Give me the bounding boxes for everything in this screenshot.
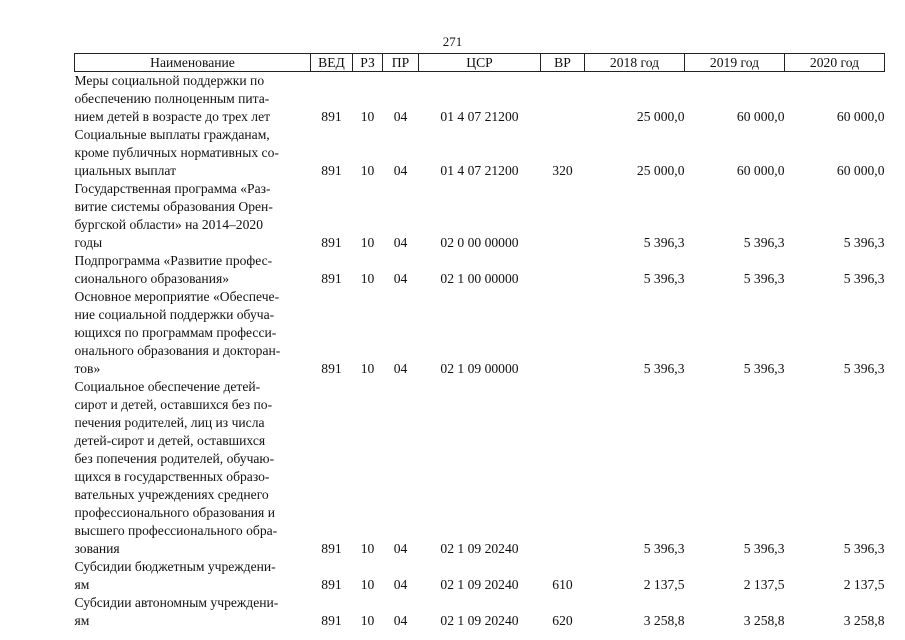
cell-csr: 02 1 00 00000 [440,271,519,286]
cell-csr: 02 1 09 20240 [440,541,519,556]
table-row [75,72,885,127]
table-row [75,126,885,180]
name-line: Социальные выплаты гражданам, [74,127,270,142]
table-row [75,180,885,252]
cell-name [75,378,311,558]
name-line: нием детей в возрасте до трех лет [74,109,271,124]
cell-csr: 02 1 09 00000 [440,361,519,376]
cell-vr [541,72,585,127]
cell-vr: 320 [552,163,573,178]
header-ved: ВЕД [311,54,353,72]
cell-pr: 04 [393,361,408,376]
cell-rz: 10 [360,109,375,124]
cell-vr: 620 [552,613,573,628]
cell-2018: 5 396,3 [643,271,685,286]
name-line: Субсидии автономным учреждени- [74,595,279,610]
cell-2020: 2 137,5 [843,577,885,592]
cell-pr: 04 [393,271,408,286]
table-row [75,378,885,558]
cell-csr: 02 0 00 00000 [440,235,519,250]
table-row [75,288,885,378]
name-line: Субсидии бюджетным учреждени- [74,559,276,574]
cell-2020: 5 396,3 [843,271,885,286]
cell-csr: 01 4 07 21200 [440,109,519,124]
name-line: профессионального образования и [74,505,275,520]
name-line: сионального образования» [74,271,230,286]
header-2018: 2018 год [585,54,685,72]
cell-2019: 5 396,3 [743,541,785,556]
cell-ved: 891 [321,163,342,178]
header-name: Наименование [75,54,311,72]
name-line: Социальное обеспечение детей- [74,379,261,394]
cell-rz: 10 [360,163,375,178]
cell-vr [541,378,585,558]
cell-2018: 2 137,5 [643,577,685,592]
cell-name [75,594,311,630]
cell-csr: 02 1 09 20240 [440,613,519,628]
cell-ved: 891 [321,361,342,376]
cell-ved: 891 [321,541,342,556]
cell-rz: 10 [360,577,375,592]
name-line: обеспечению полноценным пита- [74,91,270,106]
cell-vr [541,252,585,288]
cell-rz: 10 [360,361,375,376]
cell-2019: 5 396,3 [743,271,785,286]
cell-pr: 04 [393,541,408,556]
cell-pr: 04 [393,577,408,592]
table-row [75,558,885,594]
cell-rz: 10 [360,271,375,286]
cell-2019: 60 000,0 [736,109,785,124]
cell-ved: 891 [321,271,342,286]
table-body [75,72,885,631]
cell-2019: 5 396,3 [743,361,785,376]
header-vr: ВР [541,54,585,72]
name-line: ям [74,613,90,628]
cell-2020: 5 396,3 [843,541,885,556]
cell-2020: 5 396,3 [843,361,885,376]
name-line: ям [74,577,90,592]
name-line: циальных выплат [74,163,177,178]
table-header-row [75,54,885,72]
name-line: вательных учреждениях среднего [74,487,269,502]
cell-csr: 02 1 09 20240 [440,577,519,592]
cell-2020: 60 000,0 [836,109,885,124]
header-rz: РЗ [353,54,383,72]
name-line: Подпрограмма «Развитие профес- [74,253,273,268]
name-line: сирот и детей, оставшихся без по- [74,397,273,412]
cell-2020: 3 258,8 [843,613,885,628]
cell-name [75,126,311,180]
cell-rz: 10 [360,235,375,250]
cell-2018: 5 396,3 [643,235,685,250]
cell-vr [541,288,585,378]
cell-2019: 3 258,8 [743,613,785,628]
cell-rz: 10 [360,541,375,556]
cell-2018: 25 000,0 [636,163,685,178]
name-line: онального образования и докторан- [74,343,281,358]
cell-2019: 60 000,0 [736,163,785,178]
name-line: ние социальной поддержки обуча- [74,307,275,322]
cell-pr: 04 [393,109,408,124]
name-line: Основное мероприятие «Обеспече- [74,289,280,304]
name-line: детей-сирот и детей, оставшихся [74,433,266,448]
cell-vr [541,180,585,252]
cell-pr: 04 [393,163,408,178]
name-line: зования [74,541,120,556]
cell-2019: 5 396,3 [743,235,785,250]
cell-vr: 610 [552,577,573,592]
header-csr: ЦСР [419,54,541,72]
name-line: бургской области» на 2014–2020 [74,217,263,232]
cell-2018: 25 000,0 [636,109,685,124]
budget-table [74,53,885,630]
cell-name [75,558,311,594]
name-line: высшего профессионального обра- [74,523,278,538]
name-line: печения родителей, лиц из числа [74,415,265,430]
cell-2018: 3 258,8 [643,613,685,628]
cell-ved: 891 [321,577,342,592]
cell-name [75,72,311,127]
cell-ved: 891 [321,235,342,250]
table-row [75,252,885,288]
cell-csr: 01 4 07 21200 [440,163,519,178]
cell-ved: 891 [321,109,342,124]
cell-pr: 04 [393,613,408,628]
name-line: Государственная программа «Раз- [74,181,271,196]
name-line: витие системы образования Орен- [74,199,273,214]
cell-name [75,180,311,252]
cell-2020: 5 396,3 [843,235,885,250]
header-2019: 2019 год [685,54,785,72]
header-pr: ПР [383,54,419,72]
cell-name [75,288,311,378]
name-line: щихся в государственных образо- [74,469,270,484]
name-line: кроме публичных нормативных со- [74,145,279,160]
cell-ved: 891 [321,613,342,628]
cell-rz: 10 [360,613,375,628]
cell-2019: 2 137,5 [743,577,785,592]
name-line: тов» [74,361,101,376]
cell-2018: 5 396,3 [643,541,685,556]
cell-name [75,252,311,288]
cell-2018: 5 396,3 [643,361,685,376]
name-line: ющихся по программам професси- [74,325,277,340]
name-line: без попечения родителей, обучаю- [74,451,275,466]
name-line: годы [74,235,103,250]
name-line: Меры социальной поддержки по [74,73,265,88]
cell-2020: 60 000,0 [836,163,885,178]
page-number: 271 [442,34,463,49]
table-row [75,594,885,630]
header-2020: 2020 год [785,54,885,72]
cell-pr: 04 [393,235,408,250]
